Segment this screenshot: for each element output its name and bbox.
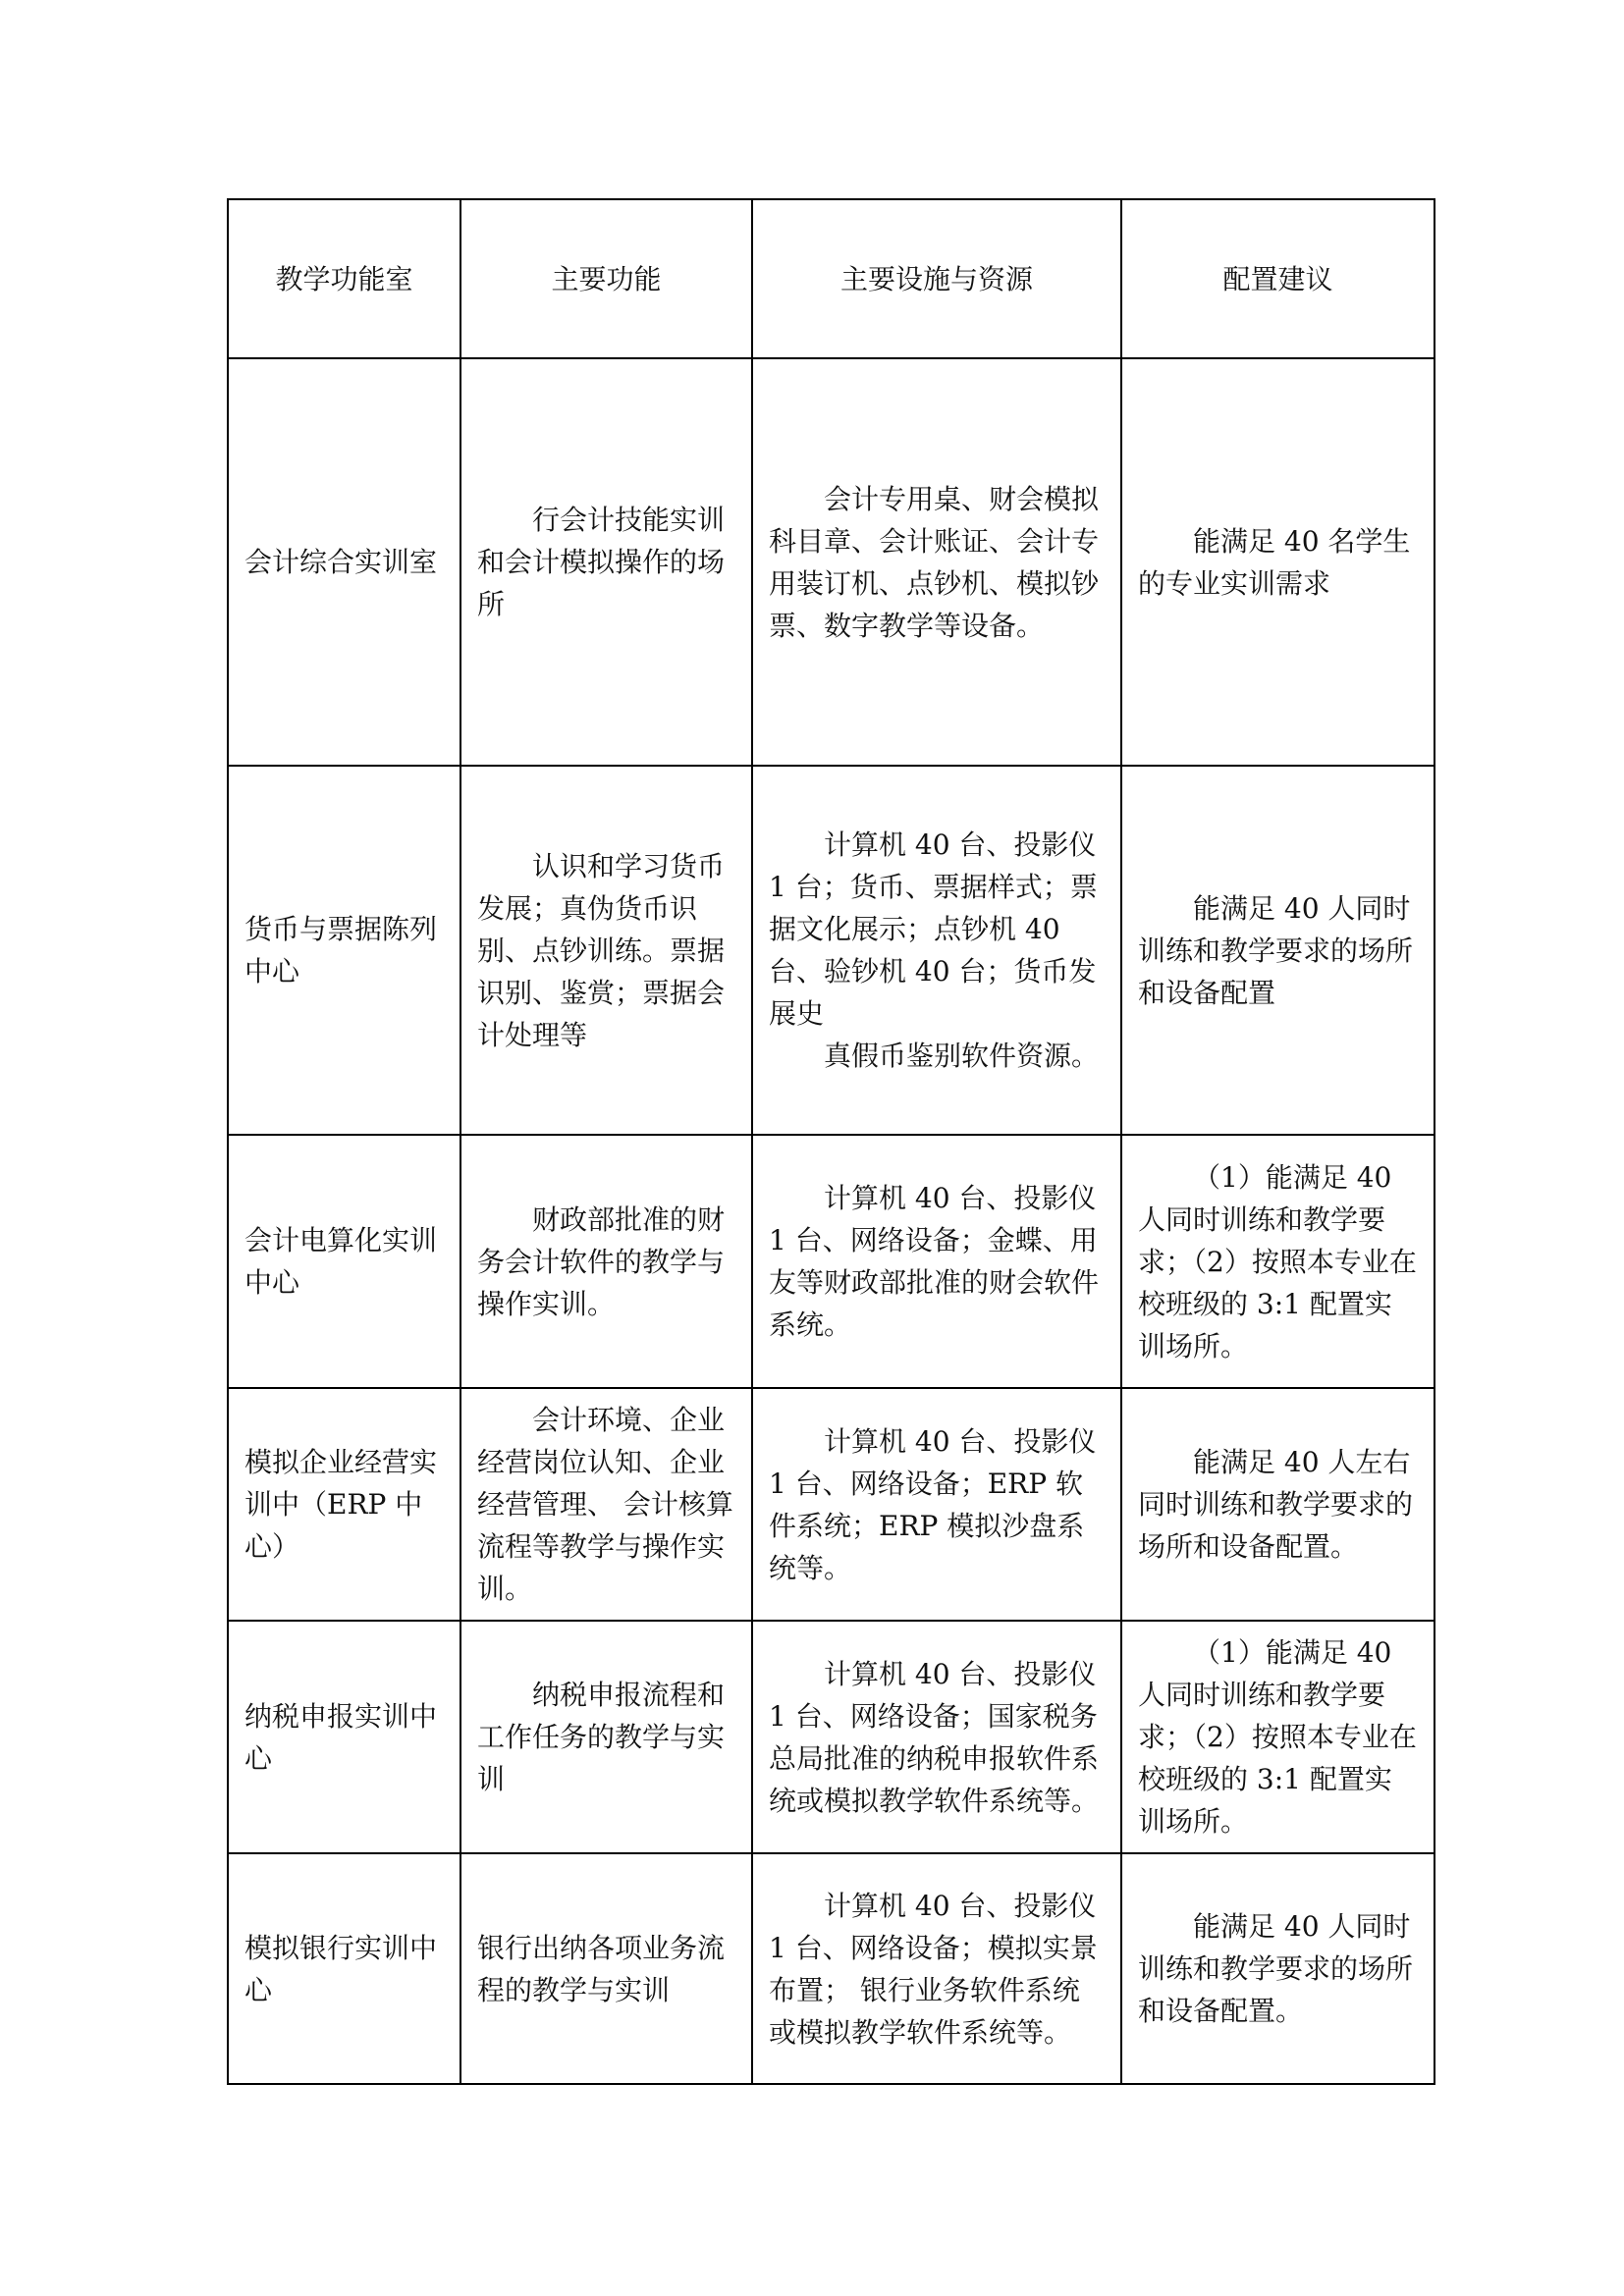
facilities-text: 真假币鉴别软件资源。: [824, 1040, 1100, 1072]
function-text: 认识和学习货币发展；真伪货币识别、点钞训练。票据识别、鉴赏；票据会计处理等: [477, 849, 726, 1051]
suggestion-text: 能满足 40 人左右同时训练和教学要求的场所和设备配置。: [1138, 1446, 1414, 1563]
function-cell: [460, 766, 752, 1135]
function-text: 银行出纳各项业务流程的教学与实训: [477, 1931, 726, 2006]
function-text: 行会计技能实训和会计模拟操作的场所: [477, 504, 726, 620]
facilities-cell: [752, 358, 1121, 766]
header-suggestion: 配置建议: [1121, 199, 1435, 358]
function-cell: [460, 1621, 752, 1853]
suggestion-cell: [1121, 358, 1435, 766]
room-name: 模拟银行实训中心: [244, 1931, 438, 2006]
function-text: 财政部批准的财务会计软件的教学与操作实训。: [477, 1202, 726, 1320]
room-cell: [228, 766, 460, 1135]
facilities-cell: [752, 1621, 1121, 1853]
facilities-text: 计算机 40 台、投影仪 1 台、网络设备；ERP 软件系统；ERP 模拟沙盘系统等。: [769, 1424, 1097, 1584]
facilities-text: 计算机 40 台、投影仪 1 台、网络设备；金蝶、用友等财政部批准的财会软件系统。: [769, 1182, 1100, 1341]
room-name: 会计电算化实训中心: [244, 1224, 438, 1299]
suggestion-cell: [1121, 1388, 1435, 1621]
facilities-cell: [752, 1135, 1121, 1388]
table-row: [228, 1853, 1435, 2084]
suggestion-cell: [1121, 1135, 1435, 1388]
header-function: 主要功能: [460, 199, 752, 358]
function-cell: [460, 1135, 752, 1388]
room-cell: [228, 1388, 460, 1621]
room-cell: [228, 358, 460, 766]
table-row: [228, 1621, 1435, 1853]
function-text: 会计环境、企业经营岗位认知、企业经营管理、 会计核算流程等教学与操作实训。: [477, 1404, 733, 1605]
function-text: 纳税申报流程和工作任务的教学与实训: [477, 1679, 726, 1795]
config-table: [227, 198, 1435, 2085]
suggestion-text: 能满足 40 人同时训练和教学要求的场所和设备配置。: [1138, 1910, 1414, 2027]
suggestion-cell: [1121, 766, 1435, 1135]
room-name: 模拟企业经营实训中（ERP 中心）: [244, 1446, 438, 1563]
function-cell: [460, 1388, 752, 1621]
suggestion-text: 能满足 40 人同时训练和教学要求的场所和设备配置: [1138, 891, 1414, 1009]
room-cell: [228, 1135, 460, 1388]
header-room: 教学功能室: [228, 199, 460, 358]
facilities-cell: [752, 1853, 1121, 2084]
facilities-cell: [752, 1388, 1121, 1621]
table-row: [228, 766, 1435, 1135]
suggestion-text: 能满足 40 名学生的专业实训需求: [1138, 524, 1411, 600]
suggestion-text: （1）能满足 40 人同时训练和教学要求；（2）按照本专业在校班级的 3:1 配置实训场所。: [1138, 1160, 1417, 1362]
room-name: 会计综合实训室: [244, 546, 438, 578]
suggestion-text: （1）能满足 40 人同时训练和教学要求；（2）按照本专业在校班级的 3:1 配置实训场所。: [1138, 1636, 1417, 1838]
room-cell: [228, 1621, 460, 1853]
table-row: [228, 1388, 1435, 1621]
room-name: 货币与票据陈列中心: [244, 913, 438, 988]
table-row: [228, 1135, 1435, 1388]
table-row: [228, 358, 1435, 766]
facilities-text: 计算机 40 台、投影仪 1 台、网络设备；国家税务总局批准的纳税申报软件系统或模拟教学软件系统等。: [769, 1657, 1100, 1817]
facilities-text: 会计专用桌、财会模拟科目章、会计账证、会计专用装订机、点钞机、模拟钞 票、数字教学等设备。: [769, 482, 1100, 642]
room-name: 纳税申报实训中心: [244, 1699, 438, 1775]
facilities-text: 计算机 40 台、投影仪 1 台；货币、票据样式；票据文化展示；点钞机 40 台、验钞机 40 台；货币发展史: [769, 828, 1098, 1030]
room-cell: [228, 1853, 460, 2084]
function-cell: [460, 1853, 752, 2084]
suggestion-cell: [1121, 1621, 1435, 1853]
table-header-row: [228, 199, 1435, 358]
facilities-cell: [752, 766, 1121, 1135]
header-facilities: 主要设施与资源: [752, 199, 1121, 358]
function-cell: [460, 358, 752, 766]
facilities-text: 计算机 40 台、投影仪 1 台、网络设备；模拟实景布置； 银行业务软件系统或模拟教学软件系统等。: [769, 1889, 1098, 2049]
suggestion-cell: [1121, 1853, 1435, 2084]
